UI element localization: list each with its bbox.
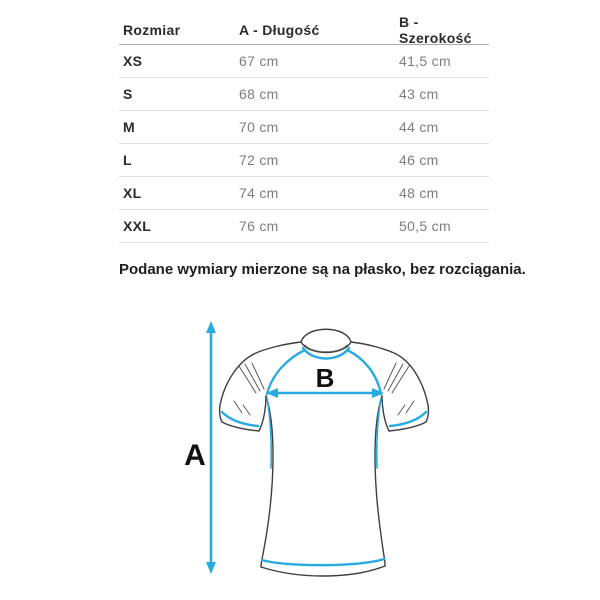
right-raglan-seam [347, 350, 381, 394]
size-table [119, 16, 489, 243]
table-row-m [119, 111, 489, 144]
width-cell: 44 cm [399, 119, 439, 135]
size-cell: XL [123, 185, 142, 201]
length-cell: 70 cm [239, 119, 279, 135]
length-cell: 74 cm [239, 185, 279, 201]
size-cell: L [123, 152, 132, 168]
table-row-xxl [119, 210, 489, 243]
left-raglan-seam [267, 350, 305, 394]
measurement-note: Podane wymiary mierzone są na płasko, bez rozciągania. [119, 261, 526, 278]
size-cell: XS [123, 53, 143, 69]
column-header-length: A - Długość [239, 22, 320, 38]
width-cell: 41,5 cm [399, 53, 451, 69]
size-cell: S [123, 86, 133, 102]
size-cell: XXL [123, 218, 152, 234]
length-cell: 72 cm [239, 152, 279, 168]
length-cell: 68 cm [239, 86, 279, 102]
width-cell: 46 cm [399, 152, 439, 168]
width-cell: 50,5 cm [399, 218, 451, 234]
left-wrinkle-lines [234, 363, 264, 415]
column-header-size: Rozmiar [123, 22, 181, 38]
label-b: B [315, 363, 335, 393]
hem-trim [262, 559, 384, 565]
tshirt-measurement-diagram [155, 308, 455, 600]
tshirt-left-sleeve [220, 342, 301, 431]
tshirt-hem [261, 566, 385, 576]
column-header-width: B - Szerokość [399, 14, 472, 46]
length-arrow-a [206, 321, 216, 574]
tshirt-collar [301, 329, 351, 352]
label-a: A [184, 439, 206, 472]
size-cell: M [123, 119, 135, 135]
width-cell: 43 cm [399, 86, 439, 102]
length-cell: 76 cm [239, 218, 279, 234]
table-row-l [119, 144, 489, 177]
length-cell: 67 cm [239, 53, 279, 69]
table-row-xl [119, 177, 489, 210]
width-cell: 48 cm [399, 185, 439, 201]
table-header-row [119, 16, 489, 45]
tshirt-right-side [375, 396, 385, 566]
table-row-xs [119, 45, 489, 78]
right-wrinkle-lines [384, 363, 414, 415]
left-side-seam [267, 398, 271, 468]
right-side-seam [377, 398, 381, 468]
table-row-s [119, 78, 489, 111]
